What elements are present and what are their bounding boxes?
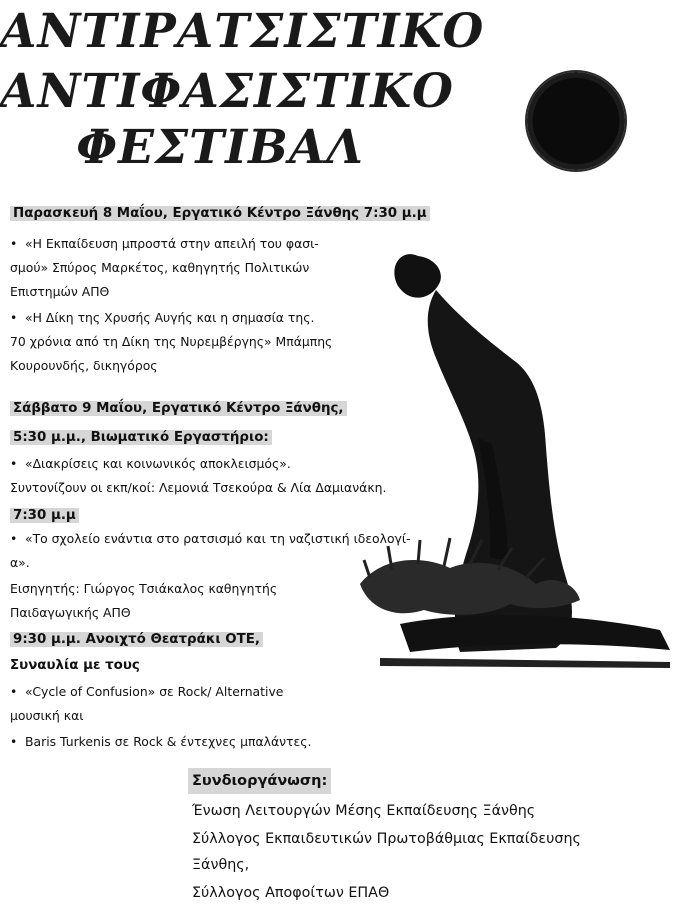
organizers-heading: Συνδιοργάνωση: [188,768,331,794]
friday-talk-1-line-2: σμού» Σπύρος Μαρκέτος, καθηγητής Πολιτικών [10,260,310,275]
friday-talk-2-line-2: 70 χρόνια από τη Δίκη της Νυρεμβέργης» Μπάμπης [10,334,333,349]
concert-heading-1: 9:30 μ.μ. Ανοιχτό Θεατράκι ΟΤΕ, [10,627,263,652]
organizer-line-1: Ένωση Λειτουργών Μέσης Εκπαίδευσης Ξάνθης [192,803,536,819]
title-line-3: ΦΕΣΤΙΒΑΛ [76,120,364,175]
workshop-line-2: Συντονίζουν οι εκπ/κοί: Λεμονιά Τσεκούρα & Λία Δαμιανάκη. [10,480,387,495]
title-line-1: ΑΝΤΙΡΑΤΣΙΣΤΙΚΟ [0,4,485,59]
concert-heading-2: Συναυλία με τους [10,658,140,673]
saturday-heading-1: Σάββατο 9 Μαΐου, Εργατικό Κέντρο Ξάνθης, [10,396,347,421]
band-line-1: • «Cycle of Confusion» σε Rock/ Alternative [10,680,283,704]
talk-line-4: Παιδαγωγικής ΑΠΘ [10,605,131,620]
friday-talk-1-line-3: Επιστημών ΑΠΘ [10,284,110,299]
workshop-line-1: • «Διακρίσεις και κοινωνικός αποκλεισμός». [10,452,291,476]
organizer-line-4: Σύλλογος Αποφοίτων ΕΠΑΘ [192,885,390,901]
friday-talk-2-line-1: • «Η Δίκη της Χρυσής Αυγής και η σημασία της. [10,306,314,330]
talk-line-1: • «Το σχολείο ενάντια στο ρατσισμό και τη ναζιστική ιδεολογί- [10,527,411,551]
saturday-time-2: 7:30 μ.μ [10,503,79,528]
band-line-3: • Baris Turkenis σε Rock & έντεχνες μπαλάντες. [10,730,311,754]
organizer-line-2: Σύλλογος Εκπαιδευτικών Πρωτοβάθμιας Εκπαίδευσης [192,831,581,847]
band-line-2: μουσική και [10,708,84,723]
saturday-heading-2: 5:30 μ.μ., Βιωματικό Εργαστήριο: [10,425,272,450]
friday-heading: Παρασκευή 8 Μαΐου, Εργατικό Κέντρο Ξάνθης 7:30 μ.μ [10,201,430,226]
talk-line-3: Εισηγητής: Γιώργος Τσιάκαλος καθηγητής [10,581,278,596]
organizer-line-3: Ξάνθης, [192,857,250,873]
title-line-2: ΑΝΤΙΦΑΣΙΣΤΙΚΟ [0,64,454,119]
talk-line-2: α». [10,555,30,570]
kneeling-figure-illustration [340,238,674,690]
sun-disc-icon [527,72,625,170]
friday-talk-1-line-1: • «Η Εκπαίδευση μπροστά στην απειλή του φασι- [10,232,319,256]
friday-talk-2-line-3: Κουρουνδής, δικηγόρος [10,358,158,373]
